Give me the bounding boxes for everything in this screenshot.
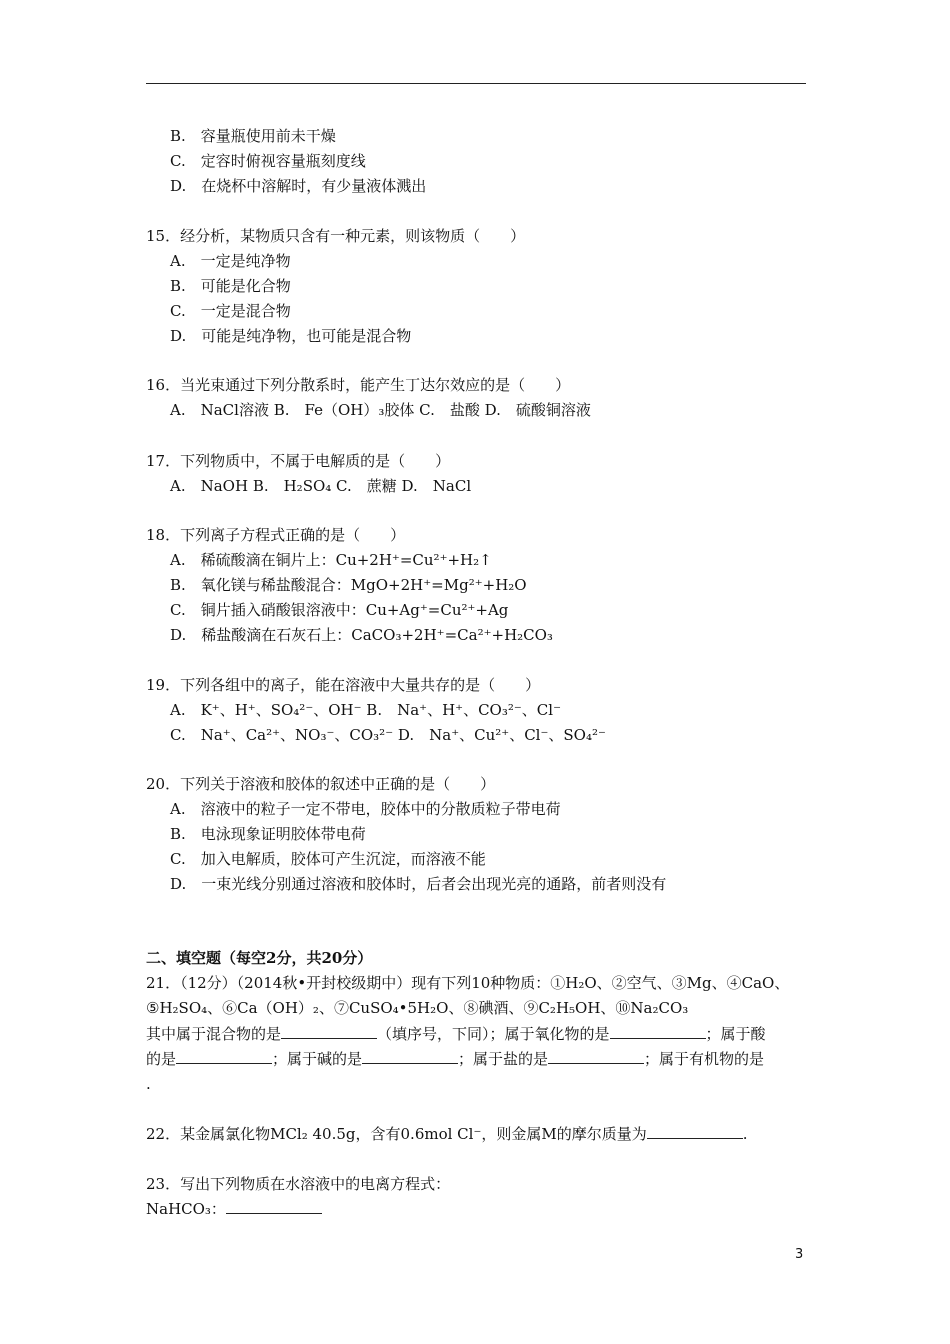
q18-option-a: A. 稀硫酸滴在铜片上：Cu+2H⁺=Cu²⁺+H₂↑ <box>170 551 492 569</box>
q20-option-c: C. 加入电解质，胶体可产生沉淀，而溶液不能 <box>170 850 486 868</box>
page-number: 3 <box>795 1247 804 1262</box>
q22-end: . <box>742 1125 748 1143</box>
answer-blank-oxide[interactable] <box>610 1024 706 1039</box>
q23-item <box>146 1199 322 1219</box>
q22-line <box>146 1124 748 1144</box>
q17-stem: 17．下列物质中，不属于电解质的是（ ） <box>146 452 451 470</box>
answer-blank-mixture[interactable] <box>281 1024 377 1039</box>
q15-option-b: B. 可能是化合物 <box>170 277 291 295</box>
answer-blank-ionization[interactable] <box>226 1199 322 1214</box>
q15-option-c: C. 一定是混合物 <box>170 302 291 320</box>
q20-option-a: A. 溶液中的粒子一定不带电，胶体中的分散质粒子带电荷 <box>170 800 561 818</box>
q21-organic-label: ；属于有机物的是 <box>644 1050 765 1068</box>
q15-stem: 15．经分析，某物质只含有一种元素，则该物质（ ） <box>146 227 526 245</box>
q23-item-label: NaHCO₃： <box>146 1200 226 1218</box>
q19-options-cd: C. Na⁺、Ca²⁺、NO₃⁻、CO₃²⁻ D. Na⁺、Cu²⁺、Cl⁻、SO₄²⁻ <box>170 726 606 744</box>
q21-acid-label: ；属于酸 <box>705 1025 766 1043</box>
q16-options: A. NaCl溶液 B. Fe（OH）₃胶体 C. 盐酸 D. 硫酸铜溶液 <box>170 401 591 419</box>
q21-acid-label-cont: 的是 <box>146 1050 177 1068</box>
q21-oxide-label: （填序号，下同）；属于氧化物的是 <box>377 1025 610 1043</box>
header-rule <box>146 83 806 84</box>
q21-line1: 21．（12分）（2014秋•开封校级期中）现有下列10种物质：①H₂O、②空气、③Mg、④CaO、 <box>146 974 790 992</box>
section-title: 二、填空题（每空2分，共20分） <box>146 949 373 967</box>
q19-options-ab: A. K⁺、H⁺、SO₄²⁻、OH⁻ B. Na⁺、H⁺、CO₃²⁻、Cl⁻ <box>170 701 561 719</box>
q14-option-b: B. 容量瓶使用前未干燥 <box>170 127 336 145</box>
q14-option-d: D. 在烧杯中溶解时，有少量液体溅出 <box>170 177 427 195</box>
answer-blank-base[interactable] <box>362 1049 458 1064</box>
q21-base-label: ；属于碱的是 <box>272 1050 363 1068</box>
q21-line2: ⑤H₂SO₄、⑥Ca（OH）₂、⑦CuSO₄•5H₂O、⑧碘酒、⑨C₂H₅OH、⑩Na₂CO₃ <box>146 999 689 1017</box>
q18-stem: 18．下列离子方程式正确的是（ ） <box>146 526 406 544</box>
q22-text: 22．某金属氯化物MCl₂ 40.5g，含有0.6mol Cl⁻，则金属M的摩尔质量为 <box>146 1125 647 1143</box>
answer-blank-salt[interactable] <box>548 1049 644 1064</box>
q18-option-b: B. 氧化镁与稀盐酸混合：MgO+2H⁺=Mg²⁺+H₂O <box>170 576 527 594</box>
q21-line4 <box>146 1049 764 1069</box>
q15-option-d: D. 可能是纯净物，也可能是混合物 <box>170 327 412 345</box>
answer-blank-acid[interactable] <box>176 1049 272 1064</box>
q21-line5: . <box>146 1075 151 1093</box>
q17-options: A. NaOH B. H₂SO₄ C. 蔗糖 D. NaCl <box>170 477 472 495</box>
q21-mixture-label: 其中属于混合物的是 <box>146 1025 282 1043</box>
q20-stem: 20．下列关于溶液和胶体的叙述中正确的是（ ） <box>146 775 496 793</box>
q21-line3 <box>146 1024 766 1044</box>
q19-stem: 19．下列各组中的离子，能在溶液中大量共存的是（ ） <box>146 676 541 694</box>
q21-salt-label: ；属于盐的是 <box>458 1050 549 1068</box>
q15-option-a: A. 一定是纯净物 <box>170 252 291 270</box>
q20-option-b: B. 电泳现象证明胶体带电荷 <box>170 825 366 843</box>
q23-stem: 23．写出下列物质在水溶液中的电离方程式： <box>146 1175 451 1193</box>
q18-option-c: C. 铜片插入硝酸银溶液中：Cu+Ag⁺=Cu²⁺+Ag <box>170 601 509 619</box>
q20-option-d: D. 一束光线分别通过溶液和胶体时，后者会出现光亮的通路，前者则没有 <box>170 875 667 893</box>
answer-blank-molar-mass[interactable] <box>647 1124 743 1139</box>
q18-option-d: D. 稀盐酸滴在石灰石上：CaCO₃+2H⁺=Ca²⁺+H₂CO₃ <box>170 626 553 644</box>
q16-stem: 16．当光束通过下列分散系时，能产生丁达尔效应的是（ ） <box>146 376 571 394</box>
q14-option-c: C. 定容时俯视容量瓶刻度线 <box>170 152 366 170</box>
